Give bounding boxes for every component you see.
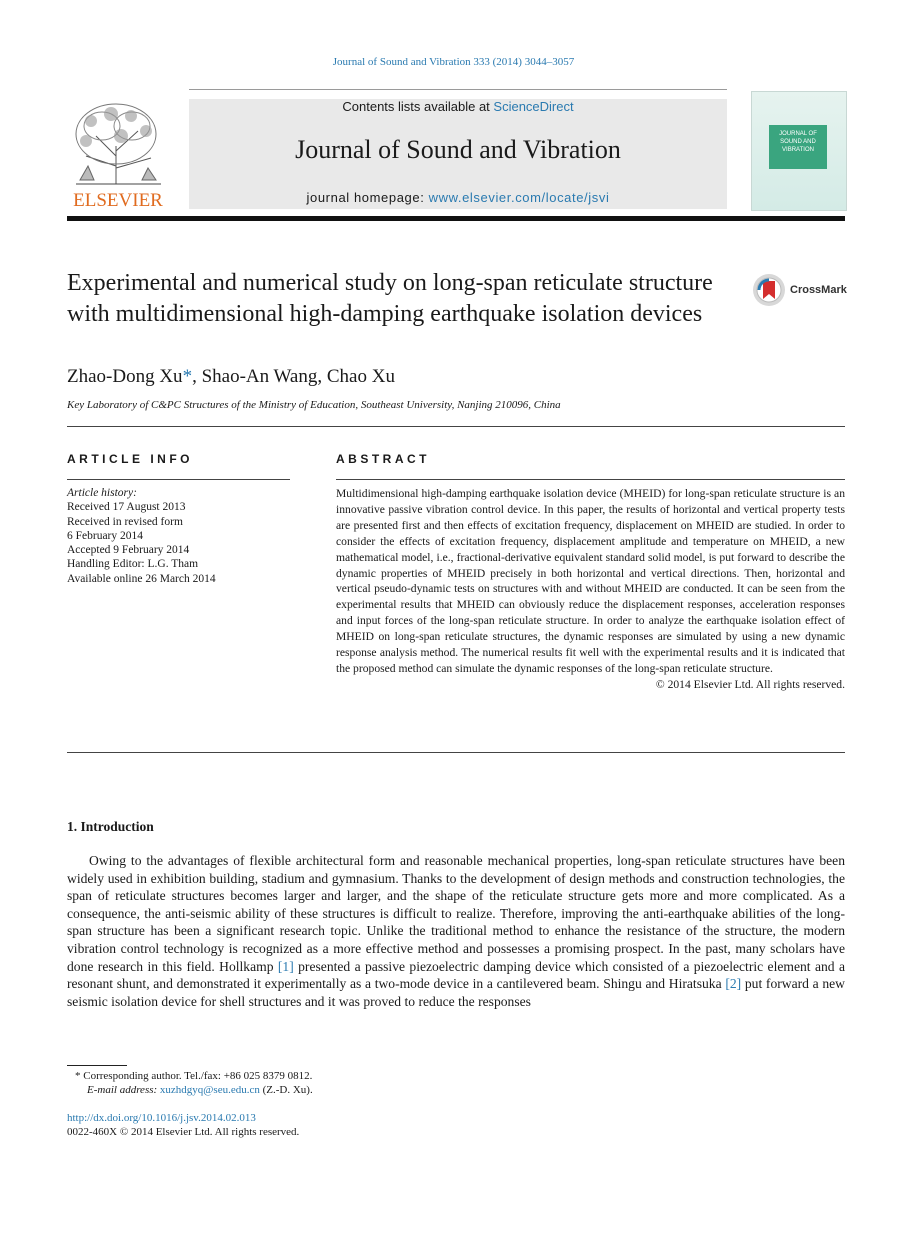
article-history (67, 486, 216, 586)
intro-text: presented a passive piezoelectric damping device which consisted of a piezoelectric element and a resonant shunt, and demonstrated it experimentally as a two-mode device in a cantilevered beam. Shingu and Hiratsuka (67, 958, 845, 992)
intro-text: Owing to the advantages of flexible architectural form and reasonable mechanical properties, long-span reticulate structures have been widely used in exhibition building, stadium and gymnasium. Thanks to the development of design methods and construction technologies, the span of reticulate structures becomes larger and larger, and the shape of the reticulate structure gets more and more complicated. As a consequence, the anti-seismic ability of these structures is difficult to realize. Therefore, improving the anti-earthquake abilities of the long-span structure has been a significant research topic. Unlike the traditional method to enhance the resistance of the structure, the modern vibration control technology is recognized as a more effective method and possesses a promising prospect. In the past, many scholars have done research in this field. Hollkamp (67, 853, 845, 974)
history-item: Accepted 9 February 2014 (67, 544, 190, 557)
sciencedirect-link[interactable]: ScienceDirect (493, 99, 574, 114)
divider (67, 479, 290, 480)
journal-homepage (189, 190, 727, 205)
journal-cover[interactable] (751, 91, 847, 211)
history-heading: Article history: (67, 487, 137, 499)
homepage-label: journal homepage: (306, 190, 429, 205)
contents-line (189, 99, 727, 114)
divider (336, 479, 845, 480)
issn-copyright: 0022-460X © 2014 Elsevier Ltd. All rights reserved. (67, 1126, 300, 1138)
email-label: E-mail address: (87, 1084, 160, 1096)
abstract-body (336, 486, 845, 693)
abstract-heading: ABSTRACT (336, 452, 430, 466)
author-affiliation: Key Laboratory of C&PC Structures of the Ministry of Education, Southeast University, Nanjing 210096, China (67, 399, 561, 411)
introduction-paragraph (67, 852, 845, 1010)
article-info-heading: ARTICLE INFO (67, 452, 193, 466)
journal-title: Journal of Sound and Vibration (295, 135, 621, 164)
email-footnote (87, 1084, 313, 1096)
reference-link[interactable]: [2] (725, 976, 742, 992)
elsevier-logo (66, 96, 170, 210)
reference-link[interactable]: [1] (277, 958, 294, 974)
author-name: , Shao-An Wang, Chao Xu (192, 366, 395, 387)
header-rule (67, 216, 845, 221)
author-name: Zhao-Dong Xu (67, 366, 183, 387)
crossmark-label: CrossMark (790, 284, 847, 296)
intro-text: put forward a new seismic isolation device for shell structures and it was proved to reduce the responses (67, 976, 845, 1009)
history-item: Received in revised form (67, 515, 183, 528)
divider (67, 426, 845, 427)
abstract-text: Multidimensional high-damping earthquake isolation device (MHEID) for long-span reticulate structure is an innovative passive vibration control device. In this paper, the results of horizontal and vertical property tests are presented first and then effects of excitation frequency, displacement on MHEID are studied. In order to consider the effects of excitation frequency, displacement amplitude and temperature on MHEID, a new mathematical model, i.e., fractional-derivative equivalent standard solid model, is put forward to describe the dynamic properties of MHEID precisely in both horizontal and vertical directions. Then, horizontal and vertical pseudo-dynamic tests on structures with and without MHEID are conducted. It can be seen from the experimental results that MHEID can obviously reduce the displacement responses, acceleration responses and input forces of the long-span reticulate structure. In order to analyze the earthquake isolation effect of MHEID on long-span reticulate structures, the dynamic responses are simulated by using a new dynamic response analysis method. The numerical results fit well with the experimental results and it is indicated that the proposed method can simulate the dynamic responses of the long-span reticulate structure. (336, 487, 845, 675)
elsevier-tree-icon (66, 96, 170, 210)
elsevier-wordmark: ELSEVIER (73, 190, 163, 210)
history-item: 6 February 2014 (67, 529, 144, 542)
author-list (67, 366, 395, 388)
cover-title: JOURNAL OF SOUND AND VIBRATION (769, 125, 827, 169)
corresponding-author-footnote: * Corresponding author. Tel./fax: +86 025 8379 0812. (75, 1070, 313, 1082)
footnote-divider (67, 1065, 127, 1066)
corresponding-author-mark[interactable]: * (182, 366, 193, 387)
contents-prefix: Contents lists available at (342, 99, 494, 114)
abstract-copyright: © 2014 Elsevier Ltd. All rights reserved. (655, 677, 845, 691)
email-link[interactable]: xuzhdgyq@seu.edu.cn (159, 1084, 260, 1096)
history-item: Received 17 August 2013 (67, 501, 186, 514)
section-heading-introduction: 1. Introduction (67, 819, 154, 834)
crossmark-badge[interactable] (753, 272, 853, 308)
doi-link[interactable]: http://dx.doi.org/10.1016/j.jsv.2014.02.013 (67, 1112, 256, 1124)
history-item: Handling Editor: L.G. Tham (67, 558, 199, 571)
top-divider (189, 89, 727, 90)
homepage-link[interactable]: www.elsevier.com/locate/jsvi (428, 190, 610, 205)
journal-banner (189, 99, 727, 209)
journal-citation[interactable]: Journal of Sound and Vibration 333 (2014) 3044–3057 (332, 56, 575, 68)
divider (67, 752, 845, 753)
article-title: Experimental and numerical study on long-span reticulate structure with multidimensional high-damping earthquake isolation devices (67, 270, 713, 327)
history-item: Available online 26 March 2014 (67, 572, 216, 585)
email-suffix: (Z.-D. Xu). (259, 1084, 313, 1096)
